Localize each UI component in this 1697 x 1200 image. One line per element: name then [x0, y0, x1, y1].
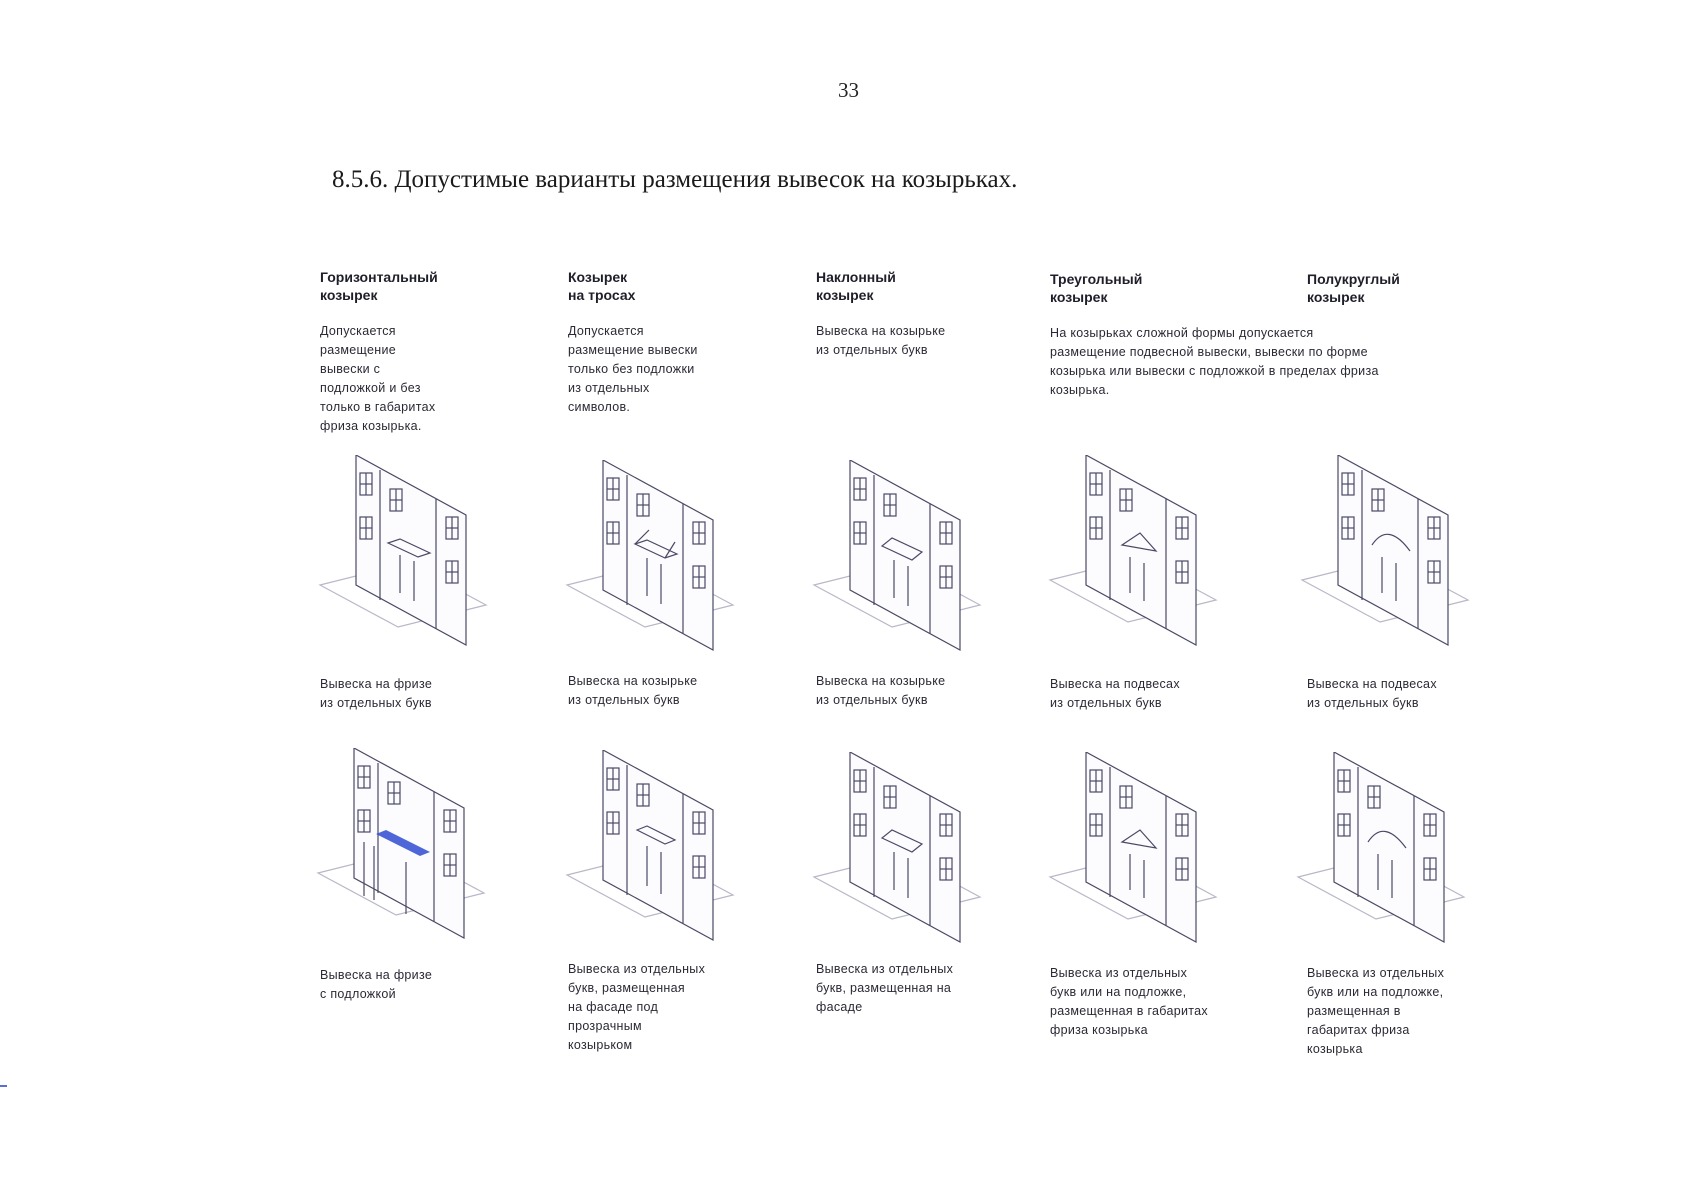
shared-description: На козырьках сложной формы допускается размещение подвесной вывески, вывески по форме козырька или вывески с подложкой в пределах фриза козырька.: [1050, 326, 1379, 397]
column-inclined: [816, 268, 1036, 360]
column-heading: Треугольный козырек: [1050, 271, 1143, 305]
caption-top-horizontal: Вывеска на фризе из отдельных букв: [320, 677, 433, 710]
caption-top-semicircular: Вывеска на подвесах из отдельных букв: [1307, 677, 1437, 710]
caption-top-cable: Вывеска на козырьке из отдельных букв: [568, 674, 698, 707]
column-horizontal: [320, 268, 540, 436]
building-illustration: [1048, 752, 1218, 952]
illustration-semicircular-frieze: [1296, 752, 1466, 952]
illustration-inclined-canopy: [812, 460, 982, 660]
scan-edge-mark: [0, 1085, 7, 1087]
section-title: 8.5.6. Допустимые варианты размещения вывесок на козырьках.: [332, 166, 1018, 193]
caption-bottom-inclined: Вывеска из отдельных букв, размещенная на фасаде: [816, 962, 954, 1014]
building-illustration: [565, 750, 735, 950]
building-illustration: [316, 748, 486, 948]
page-number: 33: [838, 78, 859, 102]
illustration-facade-sign: [812, 752, 982, 952]
illustration-horizontal-frieze: [318, 455, 488, 655]
column-heading: Наклонный козырек: [816, 269, 896, 303]
column-heading: Козырек на тросах: [568, 269, 636, 303]
caption-bottom-cable: Вывеска из отдельных букв, размещенная на фасаде под прозрачным козырьком: [568, 962, 706, 1052]
column-triangular: [1050, 270, 1270, 306]
caption-bottom-semicircular: Вывеска из отдельных букв или на подложке, размещенная в габаритах фриза козырька: [1307, 966, 1445, 1056]
column-heading: Горизонтальный козырек: [320, 269, 438, 303]
building-illustration: [318, 455, 488, 655]
caption-top-inclined: Вывеска на козырьке из отдельных букв: [816, 674, 946, 707]
illustration-triangular-frieze: [1048, 752, 1218, 952]
illustration-cable-canopy: [565, 460, 735, 660]
column-description: Допускается размещение вывески только без подложки из отдельных символов.: [568, 324, 698, 414]
column-description: Вывеска на козырьке из отдельных букв: [816, 324, 946, 357]
column-heading: Полукруглый козырек: [1307, 271, 1400, 305]
illustration-horizontal-substrate: [316, 748, 486, 948]
building-illustration: [1300, 455, 1470, 655]
illustration-semicircular-canopy: [1300, 455, 1470, 655]
building-illustration: [812, 752, 982, 952]
building-illustration: [565, 460, 735, 660]
caption-bottom-horizontal: Вывеска на фризе с подложкой: [320, 968, 433, 1001]
building-illustration: [1296, 752, 1466, 952]
column-cable: [568, 268, 788, 417]
column-description: Допускается размещение вывески с подложкой и без только в габаритах фриза козырька.: [320, 324, 436, 433]
building-illustration: [812, 460, 982, 660]
illustration-transparent-canopy: [565, 750, 735, 950]
caption-bottom-triangular: Вывеска из отдельных букв или на подложке, размещенная в габаритах фриза козырька: [1050, 966, 1208, 1037]
building-illustration: [1048, 455, 1218, 655]
illustration-triangular-canopy: [1048, 455, 1218, 655]
caption-top-triangular: Вывеска на подвесах из отдельных букв: [1050, 677, 1180, 710]
column-semicircular: [1307, 270, 1527, 306]
